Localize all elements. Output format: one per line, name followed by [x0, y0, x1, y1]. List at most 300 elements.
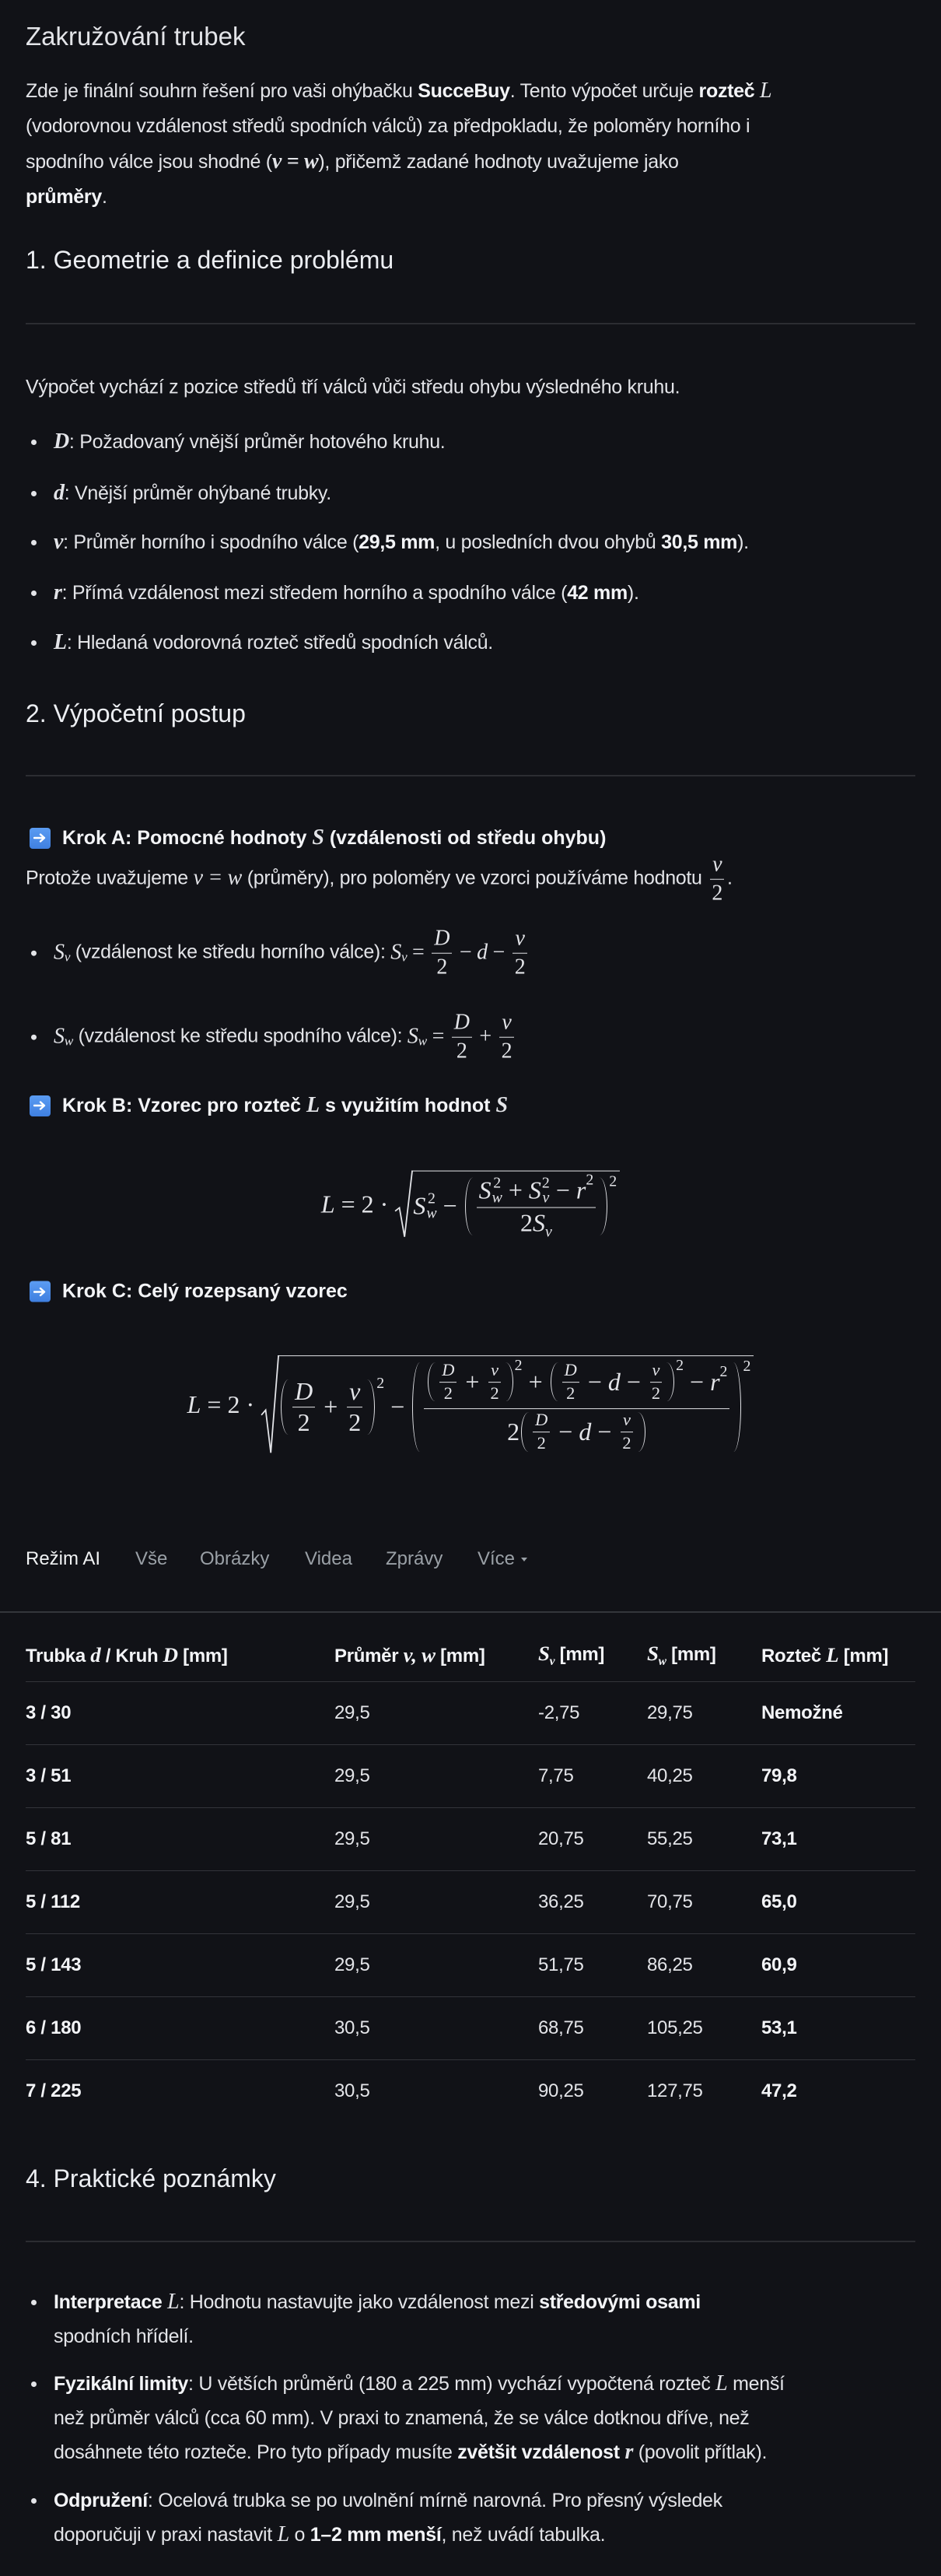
text: o	[289, 2524, 310, 2546]
math-subsup	[413, 1192, 436, 1221]
step-b-heading	[30, 1093, 508, 1118]
math-operator: 2	[651, 1383, 661, 1403]
left-parenthesis	[281, 1379, 289, 1435]
tab-all[interactable]: Vše	[135, 1548, 168, 1569]
left-parenthesis	[551, 1362, 558, 1401]
header-tube-circle	[26, 1628, 334, 1682]
fraction	[452, 1011, 472, 1064]
search-tabs	[26, 1548, 516, 1570]
cell-diameter: 30,5	[334, 2080, 370, 2101]
fraction	[649, 1361, 663, 1403]
math-operator: −	[591, 1418, 618, 1446]
text: doporučuji v praxi nastavit	[54, 2524, 278, 2546]
radicand	[278, 1355, 754, 1455]
math-variable: L	[715, 2371, 728, 2396]
math-operator: 2	[520, 1208, 533, 1237]
math-variable: S	[538, 1641, 550, 1665]
cell-pitch: 73,1	[761, 1808, 915, 1871]
cell-sv: 20,75	[538, 1808, 647, 1871]
denominator	[512, 954, 528, 980]
list-item-v	[54, 525, 749, 559]
inline-formula	[54, 1020, 73, 1054]
numerator	[424, 1357, 729, 1409]
section-heading-procedure: 2. Výpočetní postup	[26, 699, 246, 727]
cell-sw: 105,25	[647, 1997, 761, 2060]
cell-diameter: 29,5	[334, 1808, 538, 1871]
math-variable: L	[54, 630, 67, 654]
math-variable: D	[163, 1642, 178, 1667]
denominator	[518, 1207, 554, 1241]
math-group	[390, 927, 530, 980]
math-operator: −	[581, 1367, 608, 1396]
numerator	[488, 1361, 501, 1383]
math-operator: 2	[501, 1039, 512, 1064]
inline-formula	[707, 853, 727, 906]
script-stack	[542, 1176, 550, 1206]
numerator	[512, 927, 526, 954]
fraction	[562, 1361, 579, 1403]
numerator	[439, 1361, 457, 1383]
math-symbol: v	[515, 926, 525, 951]
math-symbol: D	[434, 926, 450, 951]
text: (vodorovnou vzdálenost středů spodních válců) za předpokladu, že poloměry horního i	[26, 115, 750, 137]
cell-sw: 86,25	[647, 1934, 761, 1997]
header-diameter	[334, 1628, 538, 1682]
math-operator: −	[454, 941, 477, 965]
math-operator: +	[317, 1393, 345, 1421]
cell-pitch: 47,2	[761, 2080, 797, 2101]
math-operator: 2	[537, 1433, 546, 1453]
text: .	[727, 867, 733, 889]
math-operator: 2	[566, 1383, 575, 1403]
header-pitch	[761, 1628, 915, 1682]
superscript: 2	[586, 1171, 594, 1189]
math-sub	[54, 936, 70, 970]
math-variable: v = w	[193, 865, 243, 890]
math-symbol: v	[349, 1376, 361, 1405]
numerator	[432, 927, 452, 954]
math-variable: D	[54, 429, 69, 454]
table-row	[26, 1808, 915, 1871]
text: : Hodnotu nastavujte jako vzdálenost mezi	[179, 2291, 540, 2313]
math-symbol: v	[491, 1360, 499, 1380]
denominator	[346, 1407, 363, 1436]
step-a-heading	[30, 825, 606, 850]
cell-sw: 70,75	[647, 1871, 761, 1934]
parenthesized-group	[464, 1171, 617, 1241]
math-operator: 2	[348, 1408, 362, 1436]
math-group	[187, 1355, 754, 1455]
bold-text: Fyzikální limity	[54, 2373, 189, 2395]
math-group	[426, 1357, 728, 1403]
denominator	[620, 1432, 633, 1453]
math-variable: L	[306, 1093, 320, 1117]
math-group	[413, 1171, 617, 1241]
text: : Hledaná vodorovná rozteč středů spodních válců.	[66, 632, 493, 654]
cell-pitch: 60,9	[761, 1934, 915, 1997]
superscript: 2	[541, 1174, 550, 1192]
right-parenthesis	[666, 1362, 674, 1401]
text: dosáhnete této rozteče. Pro tyto případy musíte	[54, 2441, 458, 2463]
math-symbol: v	[623, 1410, 631, 1430]
math-operator: 2	[507, 1418, 520, 1446]
cell-pitch: 53,1	[761, 1997, 915, 2060]
math-symbol: S	[54, 941, 65, 965]
divider	[26, 323, 915, 324]
text: , u posledních dvou ohybů	[435, 531, 662, 553]
subscript: w	[418, 1034, 427, 1049]
header-sw	[647, 1628, 761, 1682]
radical-sign-icon	[261, 1355, 278, 1455]
note-springback	[54, 2483, 722, 2552]
right-parenthesis	[733, 1362, 741, 1452]
right-parenthesis	[505, 1362, 513, 1401]
math-symbol: S	[413, 1192, 426, 1220]
math-sup	[575, 1171, 594, 1204]
numerator	[621, 1411, 633, 1433]
math-group	[530, 1411, 635, 1453]
math-operator: −	[436, 1192, 464, 1220]
square-root	[394, 1171, 620, 1239]
math-variable: d	[54, 481, 65, 505]
math-group	[321, 1171, 620, 1239]
divider	[26, 2241, 915, 2242]
denominator	[434, 954, 450, 980]
cell-sv: 36,25	[538, 1871, 647, 1934]
text: menší	[727, 2373, 785, 2395]
denominator	[564, 1383, 577, 1404]
math-operator: +	[474, 1025, 497, 1049]
math-operator: = 2 ·	[334, 1190, 395, 1218]
denominator	[454, 1038, 470, 1064]
radicand	[411, 1171, 620, 1239]
subscript: w	[426, 1204, 437, 1222]
cell-tube-circle: 5 / 81	[26, 1808, 334, 1871]
denominator	[505, 1410, 649, 1453]
list-item-r	[54, 576, 639, 610]
math-operator: =	[407, 941, 430, 965]
math-group	[560, 1361, 665, 1403]
math-symbol: d	[579, 1418, 592, 1446]
exponent: 2	[376, 1374, 385, 1392]
subscript: w	[658, 1654, 666, 1668]
cell-sw: 55,25	[647, 1808, 761, 1871]
math-symbol: d	[477, 941, 488, 965]
math-sub	[533, 1208, 552, 1241]
math-sub	[54, 1020, 73, 1054]
math-variable-with-subscript	[647, 1641, 666, 1668]
section-heading-notes: 4. Praktické poznámky	[26, 2164, 276, 2192]
math-operator: −	[684, 1367, 711, 1396]
math-symbol: v	[712, 852, 722, 877]
text: ).	[627, 582, 639, 604]
subscript: v	[549, 1654, 555, 1668]
cell-tube-circle: 3 / 30	[26, 1682, 334, 1745]
math-variable: L	[277, 2522, 289, 2546]
tab-ai-mode[interactable]: Režim AI	[26, 1548, 101, 1569]
step-c-label	[62, 1281, 348, 1303]
text: Protože uvažujeme	[26, 867, 194, 889]
math-operator: +	[522, 1367, 549, 1396]
math-symbol: r	[575, 1176, 586, 1204]
math-operator: +	[502, 1176, 529, 1204]
numerator	[499, 1011, 513, 1038]
text: : Průměr horního i spodního válce (	[63, 531, 359, 553]
fraction	[709, 853, 725, 906]
math-operator: −	[487, 941, 510, 965]
text: Výpočet vychází z pozice středů tří válců vůči středu ohybu výsledného kruhu.	[26, 376, 680, 398]
script-stack	[426, 1192, 436, 1221]
fraction	[477, 1171, 596, 1241]
text: , než uvádí tabulka.	[441, 2524, 606, 2546]
math-group	[290, 1378, 366, 1436]
parenthesized-group	[426, 1357, 523, 1403]
math-variable: S	[495, 1093, 509, 1117]
tab-videos[interactable]: Videa	[305, 1548, 352, 1569]
subscript: v	[542, 1189, 550, 1207]
math-sub	[408, 1020, 427, 1054]
left-parenthesis	[521, 1413, 529, 1452]
cell-tube-circle: 5 / 112	[26, 1871, 334, 1934]
intro-paragraph	[26, 73, 771, 215]
text: Zde je finální souhrn řešení pro vaši ohýbačku	[26, 80, 418, 102]
inline-formula	[408, 1011, 516, 1064]
bold-text: [mm]	[177, 1645, 228, 1667]
subscript: v	[401, 950, 408, 965]
superscript: 2	[719, 1362, 728, 1380]
denominator	[488, 1383, 501, 1404]
step-a-label	[62, 825, 606, 850]
text: než průměr válců (cca 60 mm). V praxi to znamená, že se válce dotknou dříve, než	[54, 2407, 750, 2429]
exponent: 2	[514, 1357, 523, 1375]
left-parenthesis	[412, 1362, 420, 1452]
bold-text: 30,5 mm	[661, 531, 738, 553]
bold-text: středovými osami	[539, 2291, 701, 2313]
numerator	[292, 1378, 315, 1407]
step-a-text	[26, 853, 733, 906]
bold-text: [mm]	[666, 1643, 716, 1665]
cell-pitch: Nemožné	[761, 1682, 915, 1745]
math-operator: −	[552, 1418, 579, 1446]
cell-diameter: 30,5	[334, 1997, 538, 2060]
parenthesized-group	[279, 1374, 385, 1436]
left-parenthesis	[428, 1362, 436, 1401]
math-variable: d	[90, 1642, 101, 1667]
fraction	[512, 927, 528, 980]
bold-text: (vzdálenosti od středu ohybu)	[324, 827, 607, 849]
math-operator: 2	[712, 881, 723, 906]
table-row	[26, 1934, 915, 1997]
numerator	[347, 1378, 362, 1407]
bold-text: / Kruh	[100, 1645, 163, 1667]
subscript: v	[64, 950, 71, 965]
tab-images[interactable]: Obrázky	[200, 1548, 270, 1569]
math-symbol: L	[187, 1390, 201, 1419]
parenthesized-group	[519, 1411, 646, 1453]
math-symbol: D	[442, 1360, 455, 1380]
tabs-divider	[0, 1611, 941, 1613]
cell-pitch: 79,8	[761, 1745, 915, 1808]
text: ), přičemž zadané hodnoty uvažujeme jako	[318, 151, 679, 173]
subscript: w	[491, 1189, 502, 1207]
math-operator: −	[549, 1176, 576, 1204]
math-variable: r	[624, 2440, 634, 2464]
cell-tube-circle: 6 / 180	[26, 1997, 334, 2060]
denominator	[499, 1038, 515, 1064]
cell-sw: 40,25	[647, 1745, 761, 1808]
math-symbol: S	[478, 1176, 491, 1204]
script-stack	[492, 1176, 502, 1206]
bold-text: Krok C: Celý rozepsaný vzorec	[62, 1280, 348, 1302]
math-variable: L	[826, 1642, 839, 1667]
step-c-heading	[30, 1281, 348, 1303]
cell-sv: 51,75	[538, 1934, 647, 1997]
bold-text: Krok A: Pomocné hodnoty	[62, 827, 313, 849]
divider	[26, 775, 915, 776]
cell-sw: 127,75	[647, 2080, 703, 2101]
denominator	[649, 1383, 663, 1404]
bold-text: [mm]	[435, 1645, 485, 1667]
cell-diameter: 29,5	[334, 1934, 538, 1997]
text: : Požadovaný vnější průměr hotového kruhu.	[68, 431, 446, 453]
table-row	[26, 2060, 915, 2123]
exponent: 2	[743, 1358, 751, 1376]
math-operator: 2	[456, 1039, 467, 1064]
tab-news[interactable]: Zprávy	[386, 1548, 443, 1569]
square-root	[261, 1355, 754, 1455]
math-operator: 2	[490, 1383, 499, 1403]
bold-text: průměry	[26, 186, 102, 208]
denominator	[709, 880, 725, 906]
list-item-D	[54, 425, 445, 459]
math-operator: 2	[436, 955, 448, 980]
cell-sw: 29,75	[647, 1682, 761, 1745]
numerator	[650, 1361, 663, 1383]
math-symbol: v	[652, 1360, 660, 1380]
formula-step-c	[0, 1355, 941, 1455]
math-variable-with-subscript	[538, 1641, 555, 1668]
right-parenthesis	[600, 1178, 607, 1235]
inline-formula	[390, 927, 530, 980]
math-variable: r	[54, 580, 62, 605]
left-parenthesis	[465, 1178, 473, 1235]
subscript: v	[545, 1223, 552, 1241]
cell-pitch: 65,0	[761, 1871, 915, 1934]
text: : Přímá vzdálenost mezi středem horního a spodního válce (	[61, 582, 568, 604]
math-operator: −	[384, 1393, 411, 1421]
tab-more[interactable]	[477, 1548, 527, 1570]
numerator	[533, 1411, 550, 1433]
note-interpretation	[54, 2285, 701, 2353]
text: (vzdálenost ke středu horního válce):	[70, 941, 391, 963]
superscript: 2	[427, 1190, 436, 1207]
cell-diameter: 29,5	[334, 1871, 538, 1934]
math-operator: 2	[622, 1433, 631, 1453]
numerator	[562, 1361, 579, 1383]
note-physical-limits	[54, 2367, 785, 2469]
math-subsup	[529, 1176, 550, 1206]
right-arrow-icon	[30, 1095, 51, 1116]
math-symbol: S	[528, 1176, 541, 1204]
math-symbol: S	[54, 1025, 65, 1049]
results-table	[26, 1628, 915, 2122]
math-variable: S	[312, 825, 324, 850]
superscript: 2	[493, 1174, 502, 1192]
radical-sign-icon	[394, 1171, 411, 1239]
right-arrow-icon	[30, 828, 51, 849]
math-variable: v = w	[271, 149, 319, 173]
text: : Ocelová trubka se po uvolnění mírně narovná. Pro přesný výsledek	[147, 2490, 722, 2511]
cell-diameter: 29,5	[334, 1745, 538, 1808]
bold-text: Odpružení	[54, 2490, 148, 2511]
math-group	[279, 1357, 751, 1453]
bold-text: SucceBuy	[418, 80, 510, 102]
table-row	[26, 1745, 915, 1808]
table-row	[26, 1871, 915, 1934]
text: spodních hřídelí.	[54, 2325, 194, 2347]
text: (povolit přítlak).	[633, 2441, 768, 2463]
right-parenthesis	[367, 1379, 375, 1435]
math-symbol: D	[453, 1010, 470, 1035]
math-symbol: S	[407, 1025, 418, 1049]
tab-more-label: Více	[477, 1548, 516, 1569]
math-variable: v	[54, 530, 64, 554]
page-title: Zakružování trubek	[26, 22, 246, 51]
fraction	[499, 1011, 515, 1064]
list-item-L	[54, 626, 493, 660]
math-symbol: v	[502, 1010, 512, 1035]
bold-text: [mm]	[554, 1643, 605, 1665]
denominator	[535, 1432, 548, 1453]
text: .	[101, 186, 107, 208]
math-symbol: r	[710, 1367, 720, 1396]
math-operator: −	[620, 1367, 647, 1396]
fraction	[424, 1357, 729, 1453]
bold-text: zvětšit vzdálenost	[457, 2441, 625, 2463]
bold-text: Interpretace	[54, 2291, 168, 2313]
math-sup	[710, 1362, 728, 1396]
list-item-sv	[54, 927, 530, 980]
right-arrow-icon	[30, 1281, 51, 1302]
fraction	[432, 927, 452, 980]
math-symbol: S	[533, 1208, 546, 1237]
text: . Tento výpočet určuje	[509, 80, 699, 102]
cell-diameter: 29,5	[334, 1682, 538, 1745]
cell-tube-circle: 7 / 225	[26, 2080, 82, 2101]
inline-formula	[54, 936, 70, 970]
list-item-d	[54, 476, 331, 510]
text: (průměry), pro poloměry ve vzorci používáme hodnotu	[242, 867, 708, 889]
math-symbol: D	[535, 1410, 548, 1430]
cell-sv: 90,25	[538, 2080, 584, 2101]
cell-tube-circle: 3 / 51	[26, 1745, 334, 1808]
math-operator: =	[426, 1025, 450, 1049]
bold-text: Krok B: Vzorec pro rozteč	[62, 1095, 306, 1116]
text: : U větších průměrů (180 a 225 mm) vychází vypočtená rozteč	[188, 2373, 716, 2395]
math-group	[520, 1208, 552, 1241]
bold-text: rozteč	[698, 80, 761, 102]
list-item-sw	[54, 1011, 516, 1064]
math-subsup	[479, 1176, 502, 1206]
math-operator: 2	[443, 1383, 453, 1403]
text: (vzdálenost ke středu spodního válce):	[72, 1025, 408, 1047]
numerator	[452, 1011, 472, 1038]
chevron-down-icon	[521, 1558, 527, 1561]
math-symbol: L	[320, 1190, 335, 1218]
math-operator: +	[459, 1367, 486, 1396]
section-heading-geometry: 1. Geometrie a definice problému	[26, 246, 394, 274]
numerator	[710, 853, 724, 880]
